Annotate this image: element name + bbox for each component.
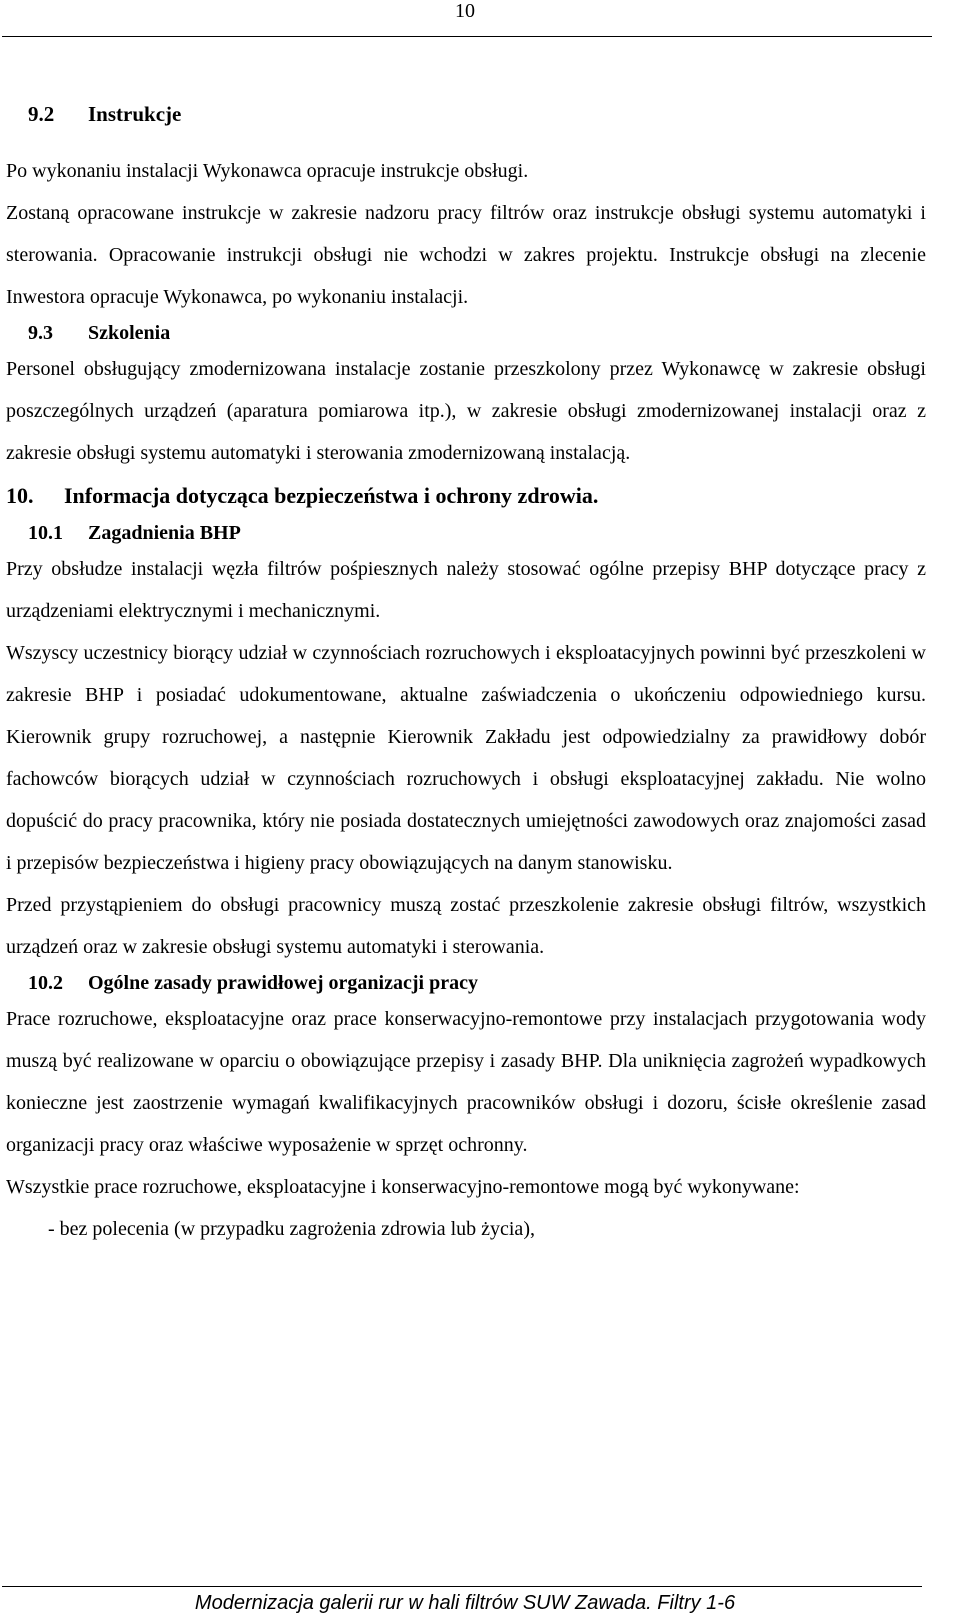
- paragraph: Po wykonaniu instalacji Wykonawca opracuje instrukcje obsługi.: [6, 160, 529, 182]
- section-title: Instrukcje: [88, 102, 182, 126]
- section-number: 10.2: [28, 972, 63, 994]
- section-10-2-heading: [6, 968, 926, 998]
- section-title: Szkolenia: [88, 322, 171, 344]
- paragraph: Zostaną opracowane instrukcje w zakresie nadzoru pracy filtrów oraz instrukcje obsługi systemu automatyki i sterowania. Opracowanie instrukcji obsługi nie wchodzi w zakres projektu. Instrukcje obsługi na zlecenie Inwestora opracuje Wykonawca, po wykonaniu instalacji.: [6, 202, 926, 308]
- paragraph: Personel obsługujący zmodernizowana instalacje zostanie przeszkolony przez Wykonawcę w zakresie obsługi poszczególnych urządzeń (aparatura pomiarowa itp.), w zakresie obsługi zmodernizowanej instalacji oraz z zakresie obsługi systemu automatyki i sterowania zmodernizowaną instalacją.: [6, 358, 926, 464]
- section-number: 9.2: [28, 102, 55, 126]
- paragraph: Wszyscy uczestnicy biorący udział w czynnościach rozruchowych i eksploatacyjnych powinni być przeszkoleni w zakresie BHP i posiadać udokumentowane, aktualne zaświadczenia o ukończeniu odpowiedniego kursu. Kierownik grupy rozruchowej, a następnie Kierownik Zakładu jest odpowiedzialny za prawidłowy dobór fachowców biorących udział w czynnościach rozruchowych i obsługi eksploatacyjnej zakładu. Nie wolno dopuścić do pracy pracownika, który nie posiada dostatecznych umiejętności zawodowych oraz znajomości zasad i przepisów bezpieczeństwa i higieny pracy obowiązujących na danym stanowisku.: [6, 642, 926, 874]
- paragraph: Przy obsłudze instalacji węzła filtrów pośpiesznych należy stosować ogólne przepisy BHP dotyczące pracy z urządzeniami elektrycznymi i mechanicznymi.: [6, 558, 926, 622]
- section-10-heading: [6, 474, 926, 518]
- section-9-3-heading: [6, 318, 926, 348]
- section-title: Ogólne zasady prawidłowej organizacji pracy: [88, 972, 478, 994]
- document-body: [6, 92, 926, 1250]
- header-rule: [2, 36, 932, 37]
- section-number: 9.3: [28, 322, 53, 344]
- page-footer: Modernizacja galerii rur w hali filtrów SUW Zawada. Filtry 1-6: [194, 1592, 736, 1614]
- section-title: Zagadnienia BHP: [88, 522, 241, 544]
- paragraph: Prace rozruchowe, eksploatacyjne oraz prace konserwacyjno-remontowe przy instalacjach przygotowania wody muszą być realizowane w oparciu o obowiązujące przepisy i zasady BHP. Dla uniknięcia zagrożeń wypadkowych konieczne jest zaostrzenie wymagań kwalifikacyjnych pracowników obsługi i dozoru, ścisłe określenie zasad organizacji pracy oraz właściwe wyposażenie w sprzęt ochronny.: [6, 1008, 926, 1156]
- section-10-1-heading: [6, 518, 926, 548]
- page-number: 10: [455, 0, 475, 22]
- paragraph: Przed przystąpieniem do obsługi pracownicy muszą zostać przeszkolenie zakresie obsługi filtrów, wszystkich urządzeń oraz w zakresie obsługi systemu automatyki i sterowania.: [6, 894, 926, 958]
- section-title: Informacja dotycząca bezpieczeństwa i ochrony zdrowia.: [64, 483, 599, 508]
- list-item: - bez polecenia (w przypadku zagrożenia zdrowia lub życia),: [48, 1218, 535, 1240]
- section-number: 10.1: [28, 522, 63, 544]
- section-9-2-heading: [6, 92, 926, 136]
- paragraph: Wszystkie prace rozruchowe, eksploatacyjne i konserwacyjno-remontowe mogą być wykonywane:: [6, 1176, 800, 1198]
- section-number: 10.: [6, 483, 34, 508]
- footer-rule: [2, 1586, 922, 1587]
